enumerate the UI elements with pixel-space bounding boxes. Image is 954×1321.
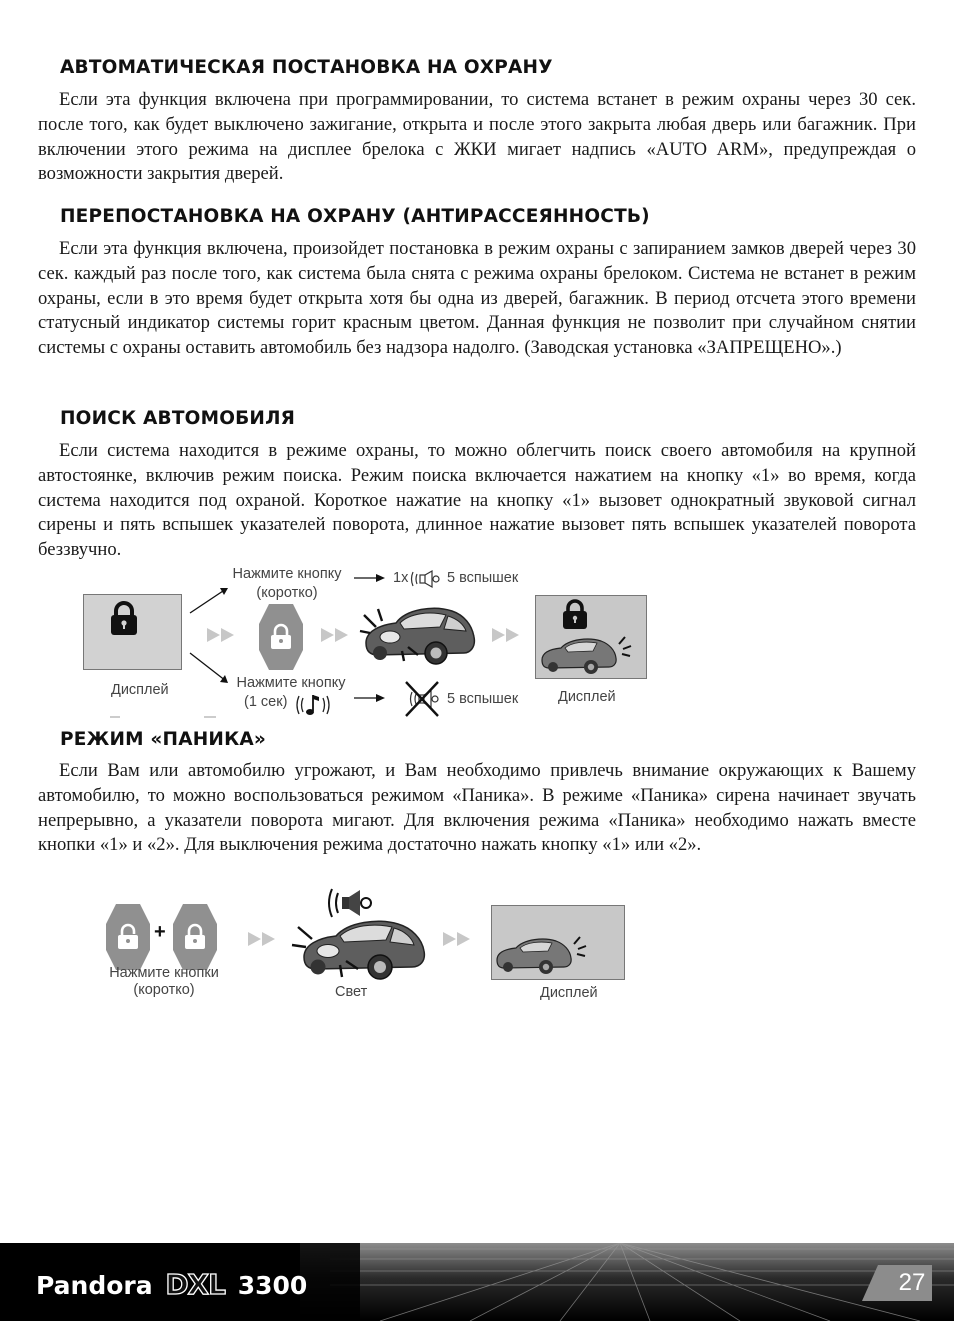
arrow-right-icon [354, 693, 386, 703]
text-line: встанет в режим охраны, если в это время будет открыта хотя бы одна из дверей, багажник. В период [38, 262, 917, 309]
panic-display [491, 905, 625, 980]
lock-icon [561, 600, 589, 630]
lock-icon [108, 601, 140, 637]
footer-brand [36, 1270, 307, 1301]
text-line: предупреждая о возможности закрытия дверей. [38, 138, 917, 185]
text-line: багажник. При включении этого режима на дисплее брелока с ЖКИ мигает надпись «AUTO ARM», [38, 113, 916, 160]
light-label: Свет [335, 984, 368, 1000]
text-line: время, когда система находится под охраной. Короткое нажатие на кнопку «1» вызовет однократный [38, 464, 916, 511]
double-arrow-icon [443, 930, 473, 948]
short-flashes: 5 вспышек [447, 570, 519, 586]
sound-note-icon [295, 692, 331, 718]
short-press-label-2: (коротко) [256, 585, 318, 601]
car-flashing-icon [292, 913, 432, 983]
panic-press-label-2: (коротко) [133, 982, 195, 998]
long-press-label-2: (1 сек) [244, 694, 288, 710]
text-line: необходимо нажать вместе кнопки «1» и «2». Для выключения режима достаточно нажать кнопку [38, 809, 917, 856]
panic-display-label: Дисплей [540, 985, 598, 1001]
display-left [83, 594, 182, 670]
text-line: отсчета этого времени статусный индикатор системы горит красным цветом. Данная функция не [38, 287, 916, 334]
text-line: вспышек указателей поворота беззвучно. [38, 514, 916, 561]
text-line: крупной автостоянке, включив режим поиска. Режим поиска включается нажатием на кнопку «1» во [38, 440, 916, 486]
display-left-label: Дисплей [111, 682, 169, 698]
section-text-auto-arm [38, 88, 916, 187]
arrow-right-icon [354, 573, 386, 583]
text-line: Если эта функция включена, произойдет постановка в режим охраны с запиранием замков дверей [59, 238, 844, 259]
section-text-car-search [38, 439, 916, 563]
section-text-panic [38, 759, 916, 858]
plus-sign: + [154, 921, 166, 943]
panic-press-label-1: Нажмите кнопки [109, 965, 219, 981]
display-left-underline-marks [108, 714, 218, 720]
siren-icon [410, 569, 442, 589]
text-line: звуковой сигнал сирены и пять вспышек указателей поворота, длинное нажатие вызовет пять [38, 489, 916, 536]
section-title-rearm: ПЕРЕПОСТАНОВКА НА ОХРАНУ (АНТИРАССЕЯННОСТЬ) [60, 206, 650, 227]
double-arrow-icon [207, 626, 237, 644]
brand-name: Pandora [36, 1271, 153, 1300]
car-flashing-icon [360, 603, 478, 667]
text-line: (Заводская установка «ЗАПРЕЩЕНО».) [524, 337, 842, 359]
car-icon [539, 634, 635, 674]
text-line: через 30 сек. каждый раз после того, как система была снята с режима охраны брелоком. Система не [38, 238, 916, 284]
fob-button-1-icon [106, 904, 150, 970]
short-count: 1x [393, 570, 409, 586]
section-title-auto-arm: АВТОМАТИЧЕСКАЯ ПОСТАНОВКА НА ОХРАНУ [60, 57, 553, 78]
text-line: Если Вам или автомобилю угрожают, и Вам необходимо привлечь внимание окружающих к [59, 760, 843, 781]
text-line: начинает звучать непрерывно, а указатели поворота мигают. Для включения режима «Паника» [38, 784, 916, 831]
siren-muted-icon [402, 680, 442, 718]
double-arrow-icon [321, 626, 351, 644]
text-line: Вашему автомобилю, то можно воспользоваться режимом «Паника». В режиме «Паника» сирена [38, 760, 916, 806]
short-press-label-1: Нажмите кнопку [232, 566, 342, 582]
brand-number: 3300 [237, 1271, 308, 1300]
section-title-car-search: ПОИСК АВТОМОБИЛЯ [60, 408, 296, 429]
section-text-rearm [38, 237, 916, 361]
double-arrow-icon [248, 930, 278, 948]
double-arrow-icon [492, 626, 522, 644]
fob-button-2-icon [173, 904, 217, 970]
text-line: «1» или «2». [602, 834, 702, 856]
page-number: 27 [898, 1269, 926, 1296]
section-title-panic: РЕЖИМ «ПАНИКА» [60, 729, 267, 750]
display-right [535, 595, 647, 679]
display-right-label: Дисплей [558, 689, 616, 705]
fob-button-icon [259, 604, 303, 670]
long-flashes: 5 вспышек [447, 691, 519, 707]
text-line: 30 сек. после того, как будет выключено зажигание, открыта и после этого закрыта любая дверь или [38, 89, 916, 135]
brand-model: DXL [165, 1268, 225, 1301]
car-icon [494, 932, 590, 976]
text-line: позволит при случайном снятии системы с охраны оставить автомобиль без надзора надолго. [38, 312, 916, 359]
text-line: Если эта функция включена при программировании, то система встанет в режим охраны через [59, 89, 851, 110]
text-line: Если система находится в режиме охраны, то можно облегчить поиск своего автомобиля на [59, 440, 841, 461]
long-press-label-1: Нажмите кнопку [236, 675, 346, 691]
